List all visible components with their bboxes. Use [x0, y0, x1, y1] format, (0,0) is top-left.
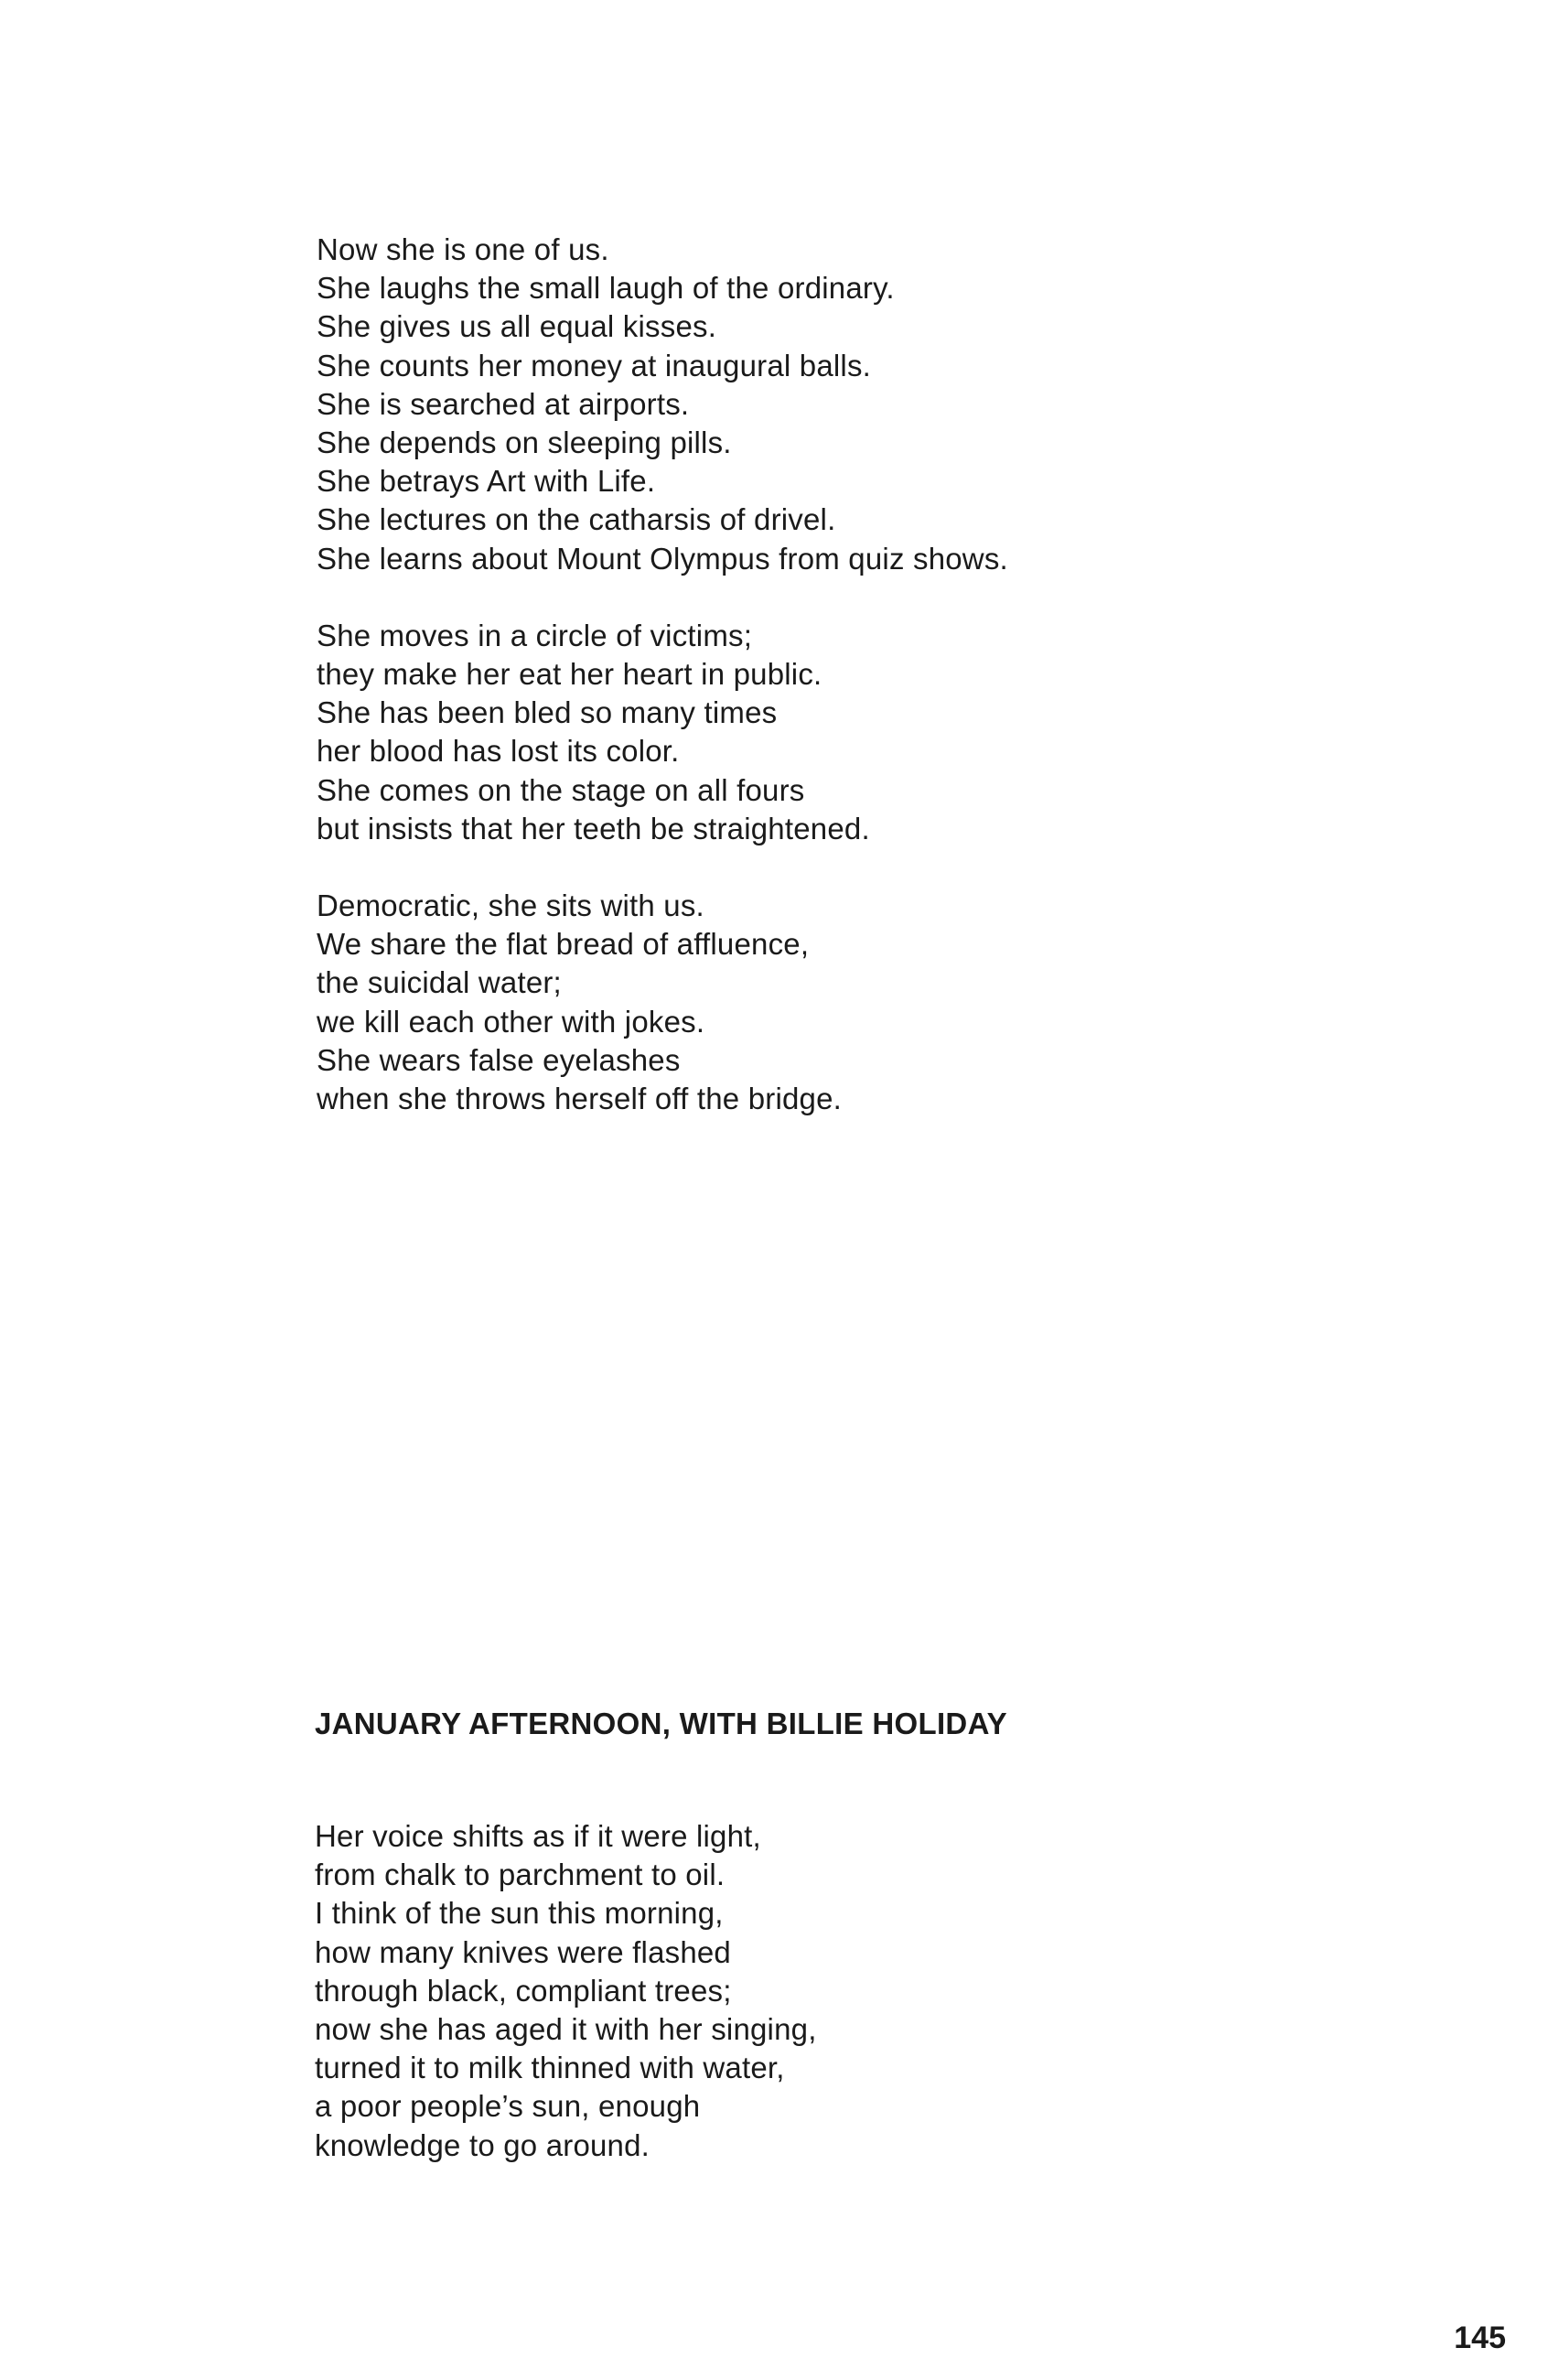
poem-line: She laughs the small laugh of the ordinary.	[317, 271, 895, 306]
poem-continuation	[317, 231, 1008, 1118]
poem-line: She moves in a circle of victims;	[317, 618, 753, 652]
poem-line: when she throws herself off the bridge.	[317, 1082, 843, 1116]
poem-line: now she has aged it with her singing,	[315, 2012, 817, 2047]
poem-line: She gives us all equal kisses.	[317, 309, 717, 344]
poem-line: Her voice shifts as if it were light,	[315, 1819, 761, 1853]
poem-body	[315, 1817, 817, 2165]
stanza	[317, 231, 1008, 578]
poem-line: She depends on sleeping pills.	[317, 425, 732, 460]
poem-line: Now she is one of us.	[317, 232, 609, 266]
poem-line: how many knives were flashed	[315, 1934, 731, 1969]
poem-line: they make her eat her heart in public.	[317, 657, 822, 692]
page-number: 145	[1454, 2321, 1506, 2355]
poem-line: She betrays Art with Life.	[317, 464, 656, 499]
poem-line: through black, compliant trees;	[315, 1973, 732, 2008]
poem-line: Democratic, she sits with us.	[317, 888, 704, 923]
poem-line: She lectures on the catharsis of drivel.	[317, 502, 836, 537]
poem-line: the suicidal water;	[317, 965, 562, 1000]
stanza	[317, 617, 1008, 848]
poem-title: JANUARY AFTERNOON, WITH BILLIE HOLIDAY	[315, 1707, 1007, 1740]
poem-line: a poor people’s sun, enough	[315, 2089, 701, 2124]
poem-line: She has been bled so many times	[317, 695, 778, 730]
poem-line: I think of the sun this morning,	[315, 1896, 724, 1931]
poem-line: She comes on the stage on all fours	[317, 772, 805, 807]
poem-line: She counts her money at inaugural balls.	[317, 348, 872, 382]
poem-line: her blood has lost its color.	[317, 734, 680, 769]
poem-line: we kill each other with jokes.	[317, 1004, 705, 1039]
poem-line: She learns about Mount Olympus from quiz shows.	[317, 541, 1008, 576]
poem-line: turned it to milk thinned with water,	[315, 2051, 785, 2085]
poem-line: She is searched at airports.	[317, 386, 690, 421]
poem-line: knowledge to go around.	[315, 2127, 650, 2162]
poem-line: We share the flat bread of affluence,	[317, 927, 810, 962]
stanza	[317, 887, 1008, 1118]
poem-line: from chalk to parchment to oil.	[315, 1858, 726, 1892]
poem-line: but insists that her teeth be straightened.	[317, 811, 870, 845]
stanza	[315, 1817, 817, 2165]
poem-line: She wears false eyelashes	[317, 1042, 681, 1077]
